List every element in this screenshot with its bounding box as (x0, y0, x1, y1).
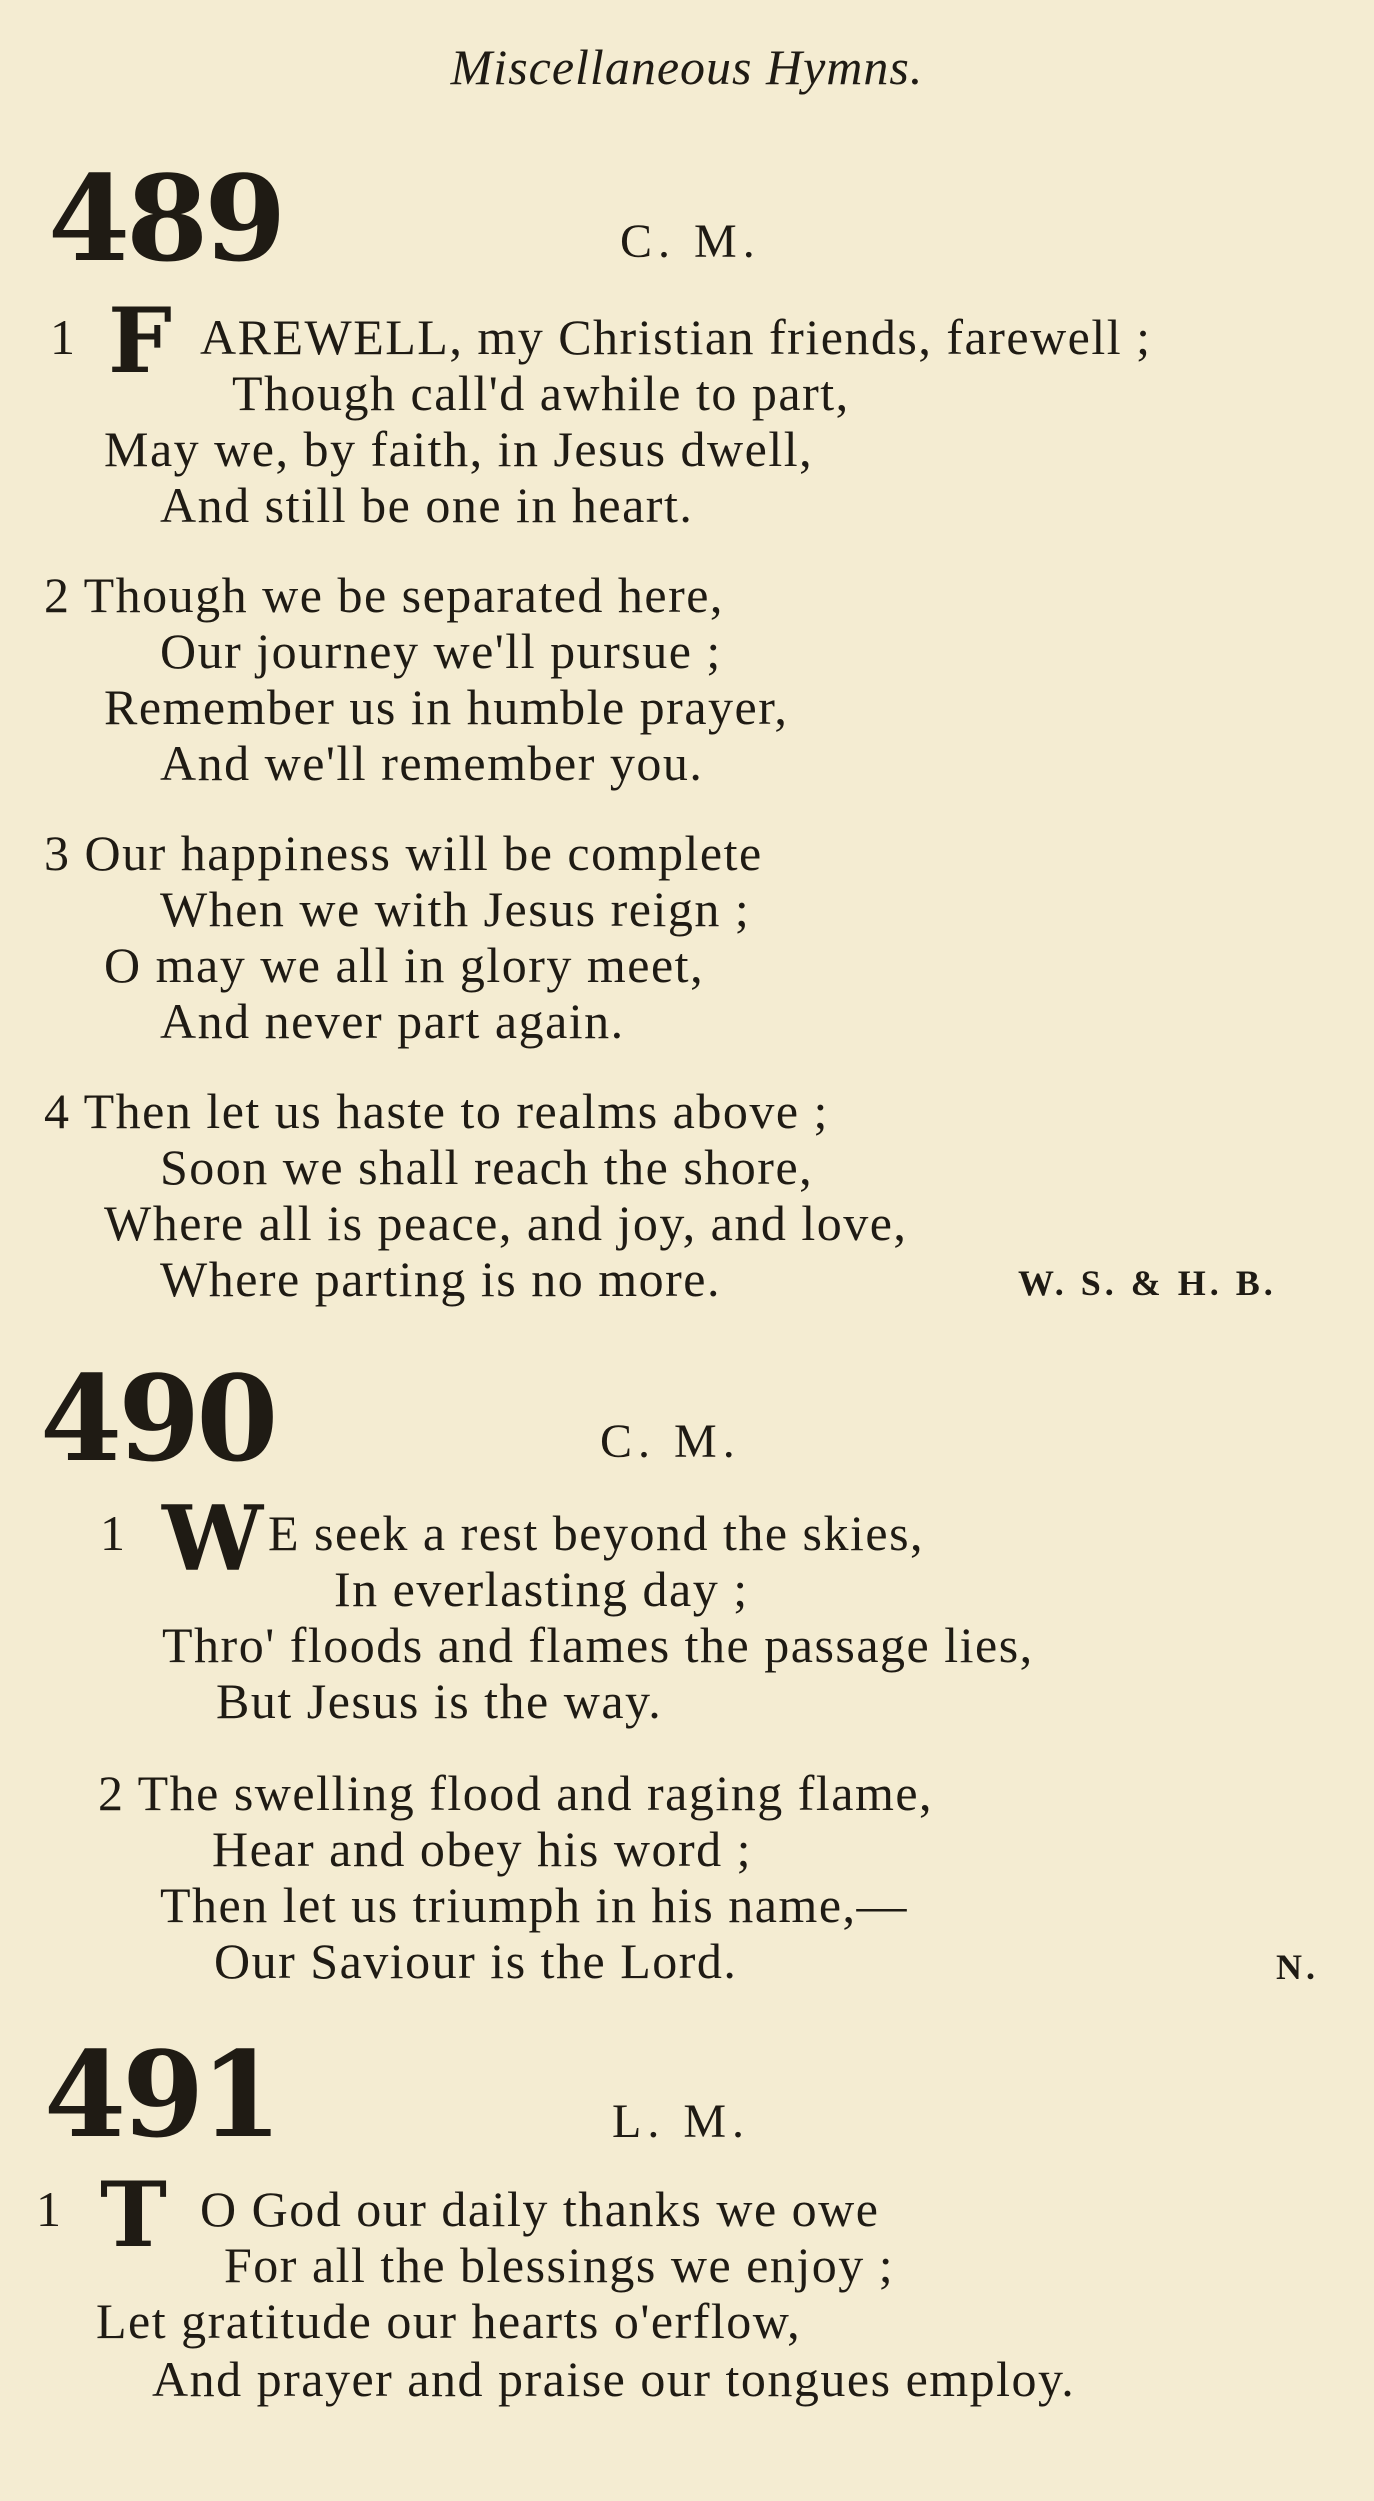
verse-line: In everlasting day ; (334, 1561, 749, 1617)
verse-line: 4 Then let us haste to realms above ; (44, 1083, 829, 1139)
verse-line: 2 The swelling flood and raging flame, (98, 1765, 934, 1821)
hymn-number: 489 (48, 149, 283, 288)
verse-line: 2 Though we be separated here, (44, 567, 724, 623)
hymn-meter: L. M. (612, 2095, 750, 2148)
verse-line: When we with Jesus reign ; (160, 881, 751, 937)
hymn-number: 490 (40, 1349, 275, 1488)
drop-cap: W (162, 1486, 264, 1592)
verse-line: Our journey we'll pursue ; (160, 623, 722, 679)
verse-line: AREWELL, my Christian friends, farewell ; (200, 309, 1152, 365)
verse-line: And never part again. (160, 993, 625, 1049)
verse-line: Where all is peace, and joy, and love, (104, 1195, 908, 1251)
verse-line: O may we all in glory meet, (104, 937, 705, 993)
verse-line: Let gratitude our hearts o'erflow, (96, 2293, 802, 2349)
verse-line: Thro' floods and flames the passage lies, (162, 1617, 1034, 1673)
verse-line: And we'll remember you. (160, 735, 704, 791)
verse-line: For all the blessings we enjoy ; (224, 2237, 895, 2293)
verse-line: Then let us triumph in his name,— (160, 1877, 909, 1933)
verse-line: Soon we shall reach the shore, (160, 1139, 814, 1195)
verse-line: 3 Our happiness will be complete (44, 825, 763, 881)
running-head: Miscellaneous Hymns. (450, 39, 924, 95)
verse-line: And prayer and praise our tongues employ. (152, 2351, 1076, 2407)
drop-cap: F (108, 288, 172, 394)
attribution: N. (1276, 1947, 1319, 1987)
verse-line: But Jesus is the way. (216, 1673, 663, 1729)
verse-line: O God our daily thanks we owe (200, 2181, 880, 2237)
verse-line: May we, by faith, in Jesus dwell, (104, 421, 814, 477)
verse-line: And still be one in heart. (160, 477, 694, 533)
stanza-number: 1 (100, 1505, 127, 1561)
hymn-meter: C. M. (600, 1415, 741, 1468)
verse-line: Our Saviour is the Lord. (214, 1933, 738, 1989)
verse-line: Remember us in humble prayer, (104, 679, 789, 735)
verse-line: E seek a rest beyond the skies, (268, 1505, 925, 1561)
attribution: W. S. & H. B. (1018, 1263, 1277, 1303)
verse-line: Where parting is no more. (160, 1251, 721, 1307)
stanza-number: 1 (36, 2181, 63, 2237)
stanza-number: 1 (50, 309, 77, 365)
hymn-number: 491 (44, 2025, 279, 2164)
drop-cap: T (100, 2162, 167, 2268)
hymn-meter: C. M. (620, 215, 761, 268)
verse-line: Though call'd awhile to part, (232, 365, 850, 421)
verse-line: Hear and obey his word ; (212, 1821, 753, 1877)
